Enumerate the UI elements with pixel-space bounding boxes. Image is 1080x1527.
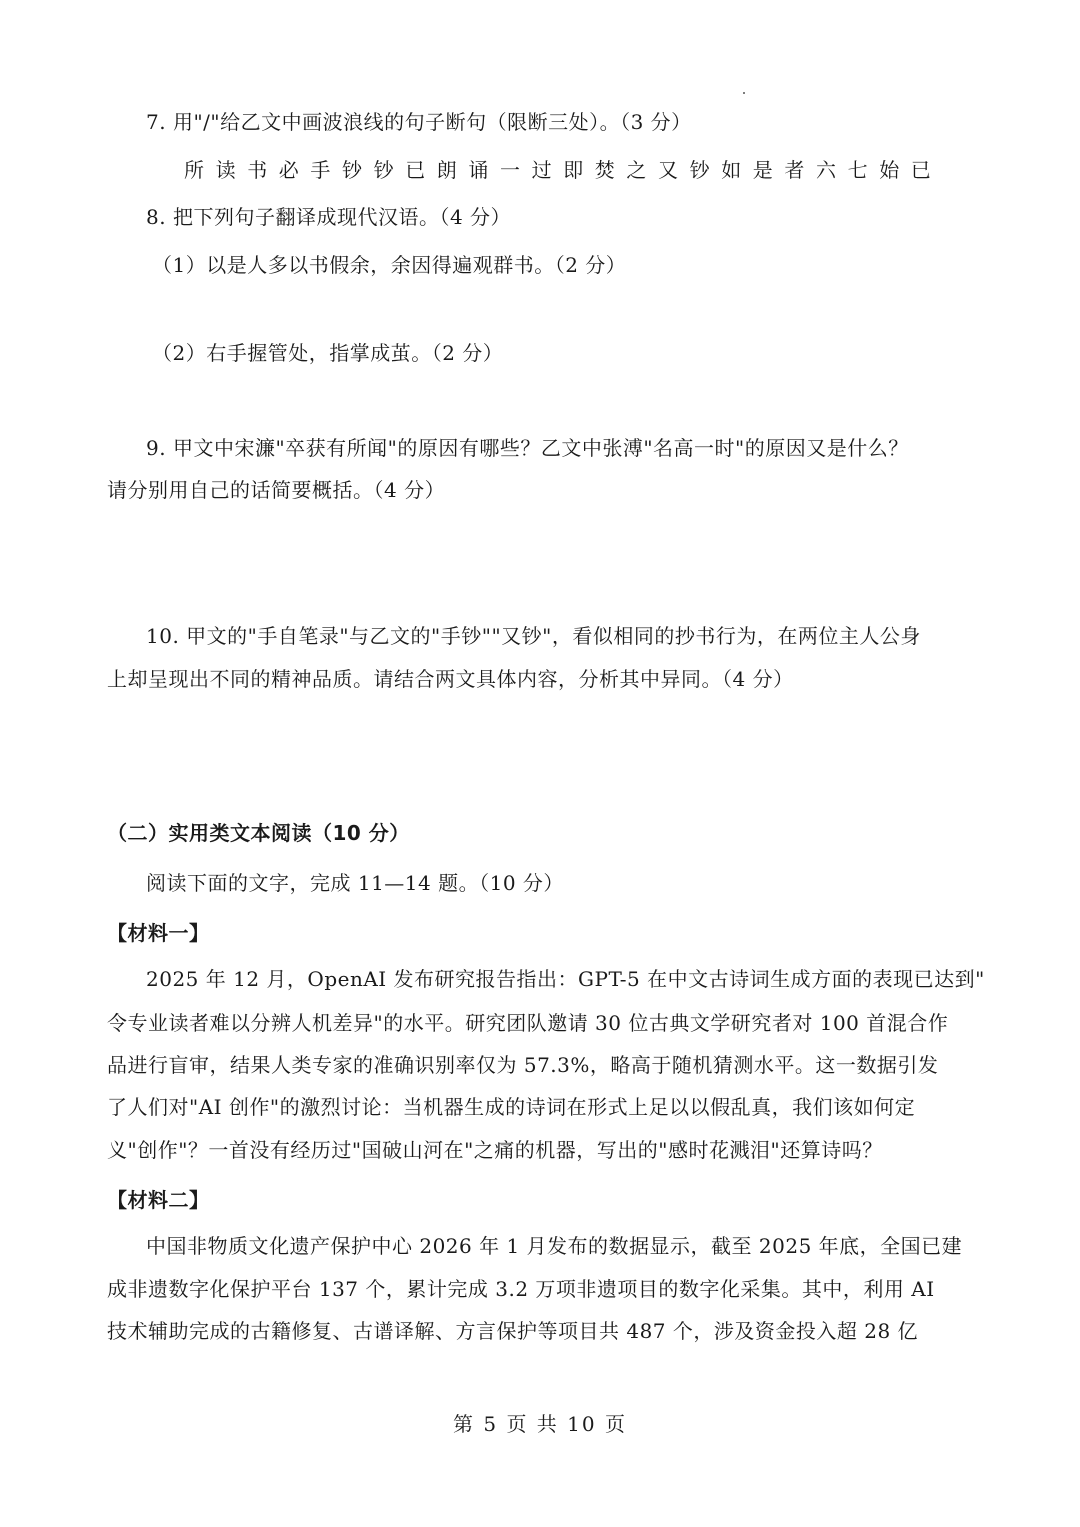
material-1-line: 义"创作"？一首没有经历过"国破山河在"之痛的机器，写出的"感时花溅泪"还算诗吗？: [107, 1138, 883, 1162]
question-7-prompt: 7. 用"/"给乙文中画波浪线的句子断句（限断三处）。（3 分）: [146, 110, 692, 134]
material-2-line: 技术辅助完成的古籍修复、古谱译解、方言保护等项目共 487 个，涉及资金投入超 28 亿: [107, 1319, 919, 1343]
section-2-title: （二）实用类文本阅读（10 分）: [107, 821, 410, 845]
question-9-line-2: 请分别用自己的话简要概括。（4 分）: [107, 478, 446, 502]
material-2-line: 成非遗数字化保护平台 137 个，累计完成 3.2 万项非遗项目的数字化采集。其中，利用 AI: [107, 1277, 935, 1301]
material-2-line: 中国非物质文化遗产保护中心 2026 年 1 月发布的数据显示，截至 2025 年底，全国已建: [146, 1234, 963, 1258]
page-number: 第 5 页 共 10 页: [453, 1412, 627, 1436]
material-1-line: 令专业读者难以分辨人机差异"的水平。研究团队邀请 30 位古典文学研究者对 100 首混合作: [107, 1011, 949, 1035]
question-10-line-2: 上却呈现出不同的精神品质。请结合两文具体内容，分析其中异同。（4 分）: [107, 667, 794, 691]
material-1-line: 了人们对"AI 创作"的激烈讨论：当机器生成的诗词在形式上足以以假乱真，我们该如何定: [107, 1095, 916, 1119]
question-10-line-1: 10. 甲文的"手自笔录"与乙文的"手钞""又钞"，看似相同的抄书行为，在两位主人公身: [146, 624, 921, 648]
question-9-line-1: 9. 甲文中宋濂"卒获有所闻"的原因有哪些？乙文中张溥"名高一时"的原因又是什么？: [146, 436, 909, 460]
question-8-prompt: 8. 把下列句子翻译成现代汉语。（4 分）: [146, 205, 512, 229]
question-8-item-1: （1）以是人多以书假余，余因得遍观群书。（2 分）: [152, 253, 627, 277]
question-7-sentence: 所读书必手钞钞已朗诵一过即焚之又钞如是者六七始已: [184, 158, 943, 182]
section-2-instruction: 阅读下面的文字，完成 11—14 题。（10 分）: [146, 871, 564, 895]
material-1-line: 品进行盲审，结果人类专家的准确识别率仅为 57.3%，略高于随机猜测水平。这一数据引发: [107, 1053, 939, 1077]
scan-speck: [743, 92, 745, 94]
material-1-line: 2025 年 12 月，OpenAI 发布研究报告指出：GPT-5 在中文古诗词生成方面的表现已达到": [146, 967, 985, 991]
material-1-label: 【材料一】: [107, 921, 210, 945]
material-2-label: 【材料二】: [107, 1188, 210, 1212]
question-8-item-2: （2）右手握管处，指掌成茧。（2 分）: [152, 341, 504, 365]
